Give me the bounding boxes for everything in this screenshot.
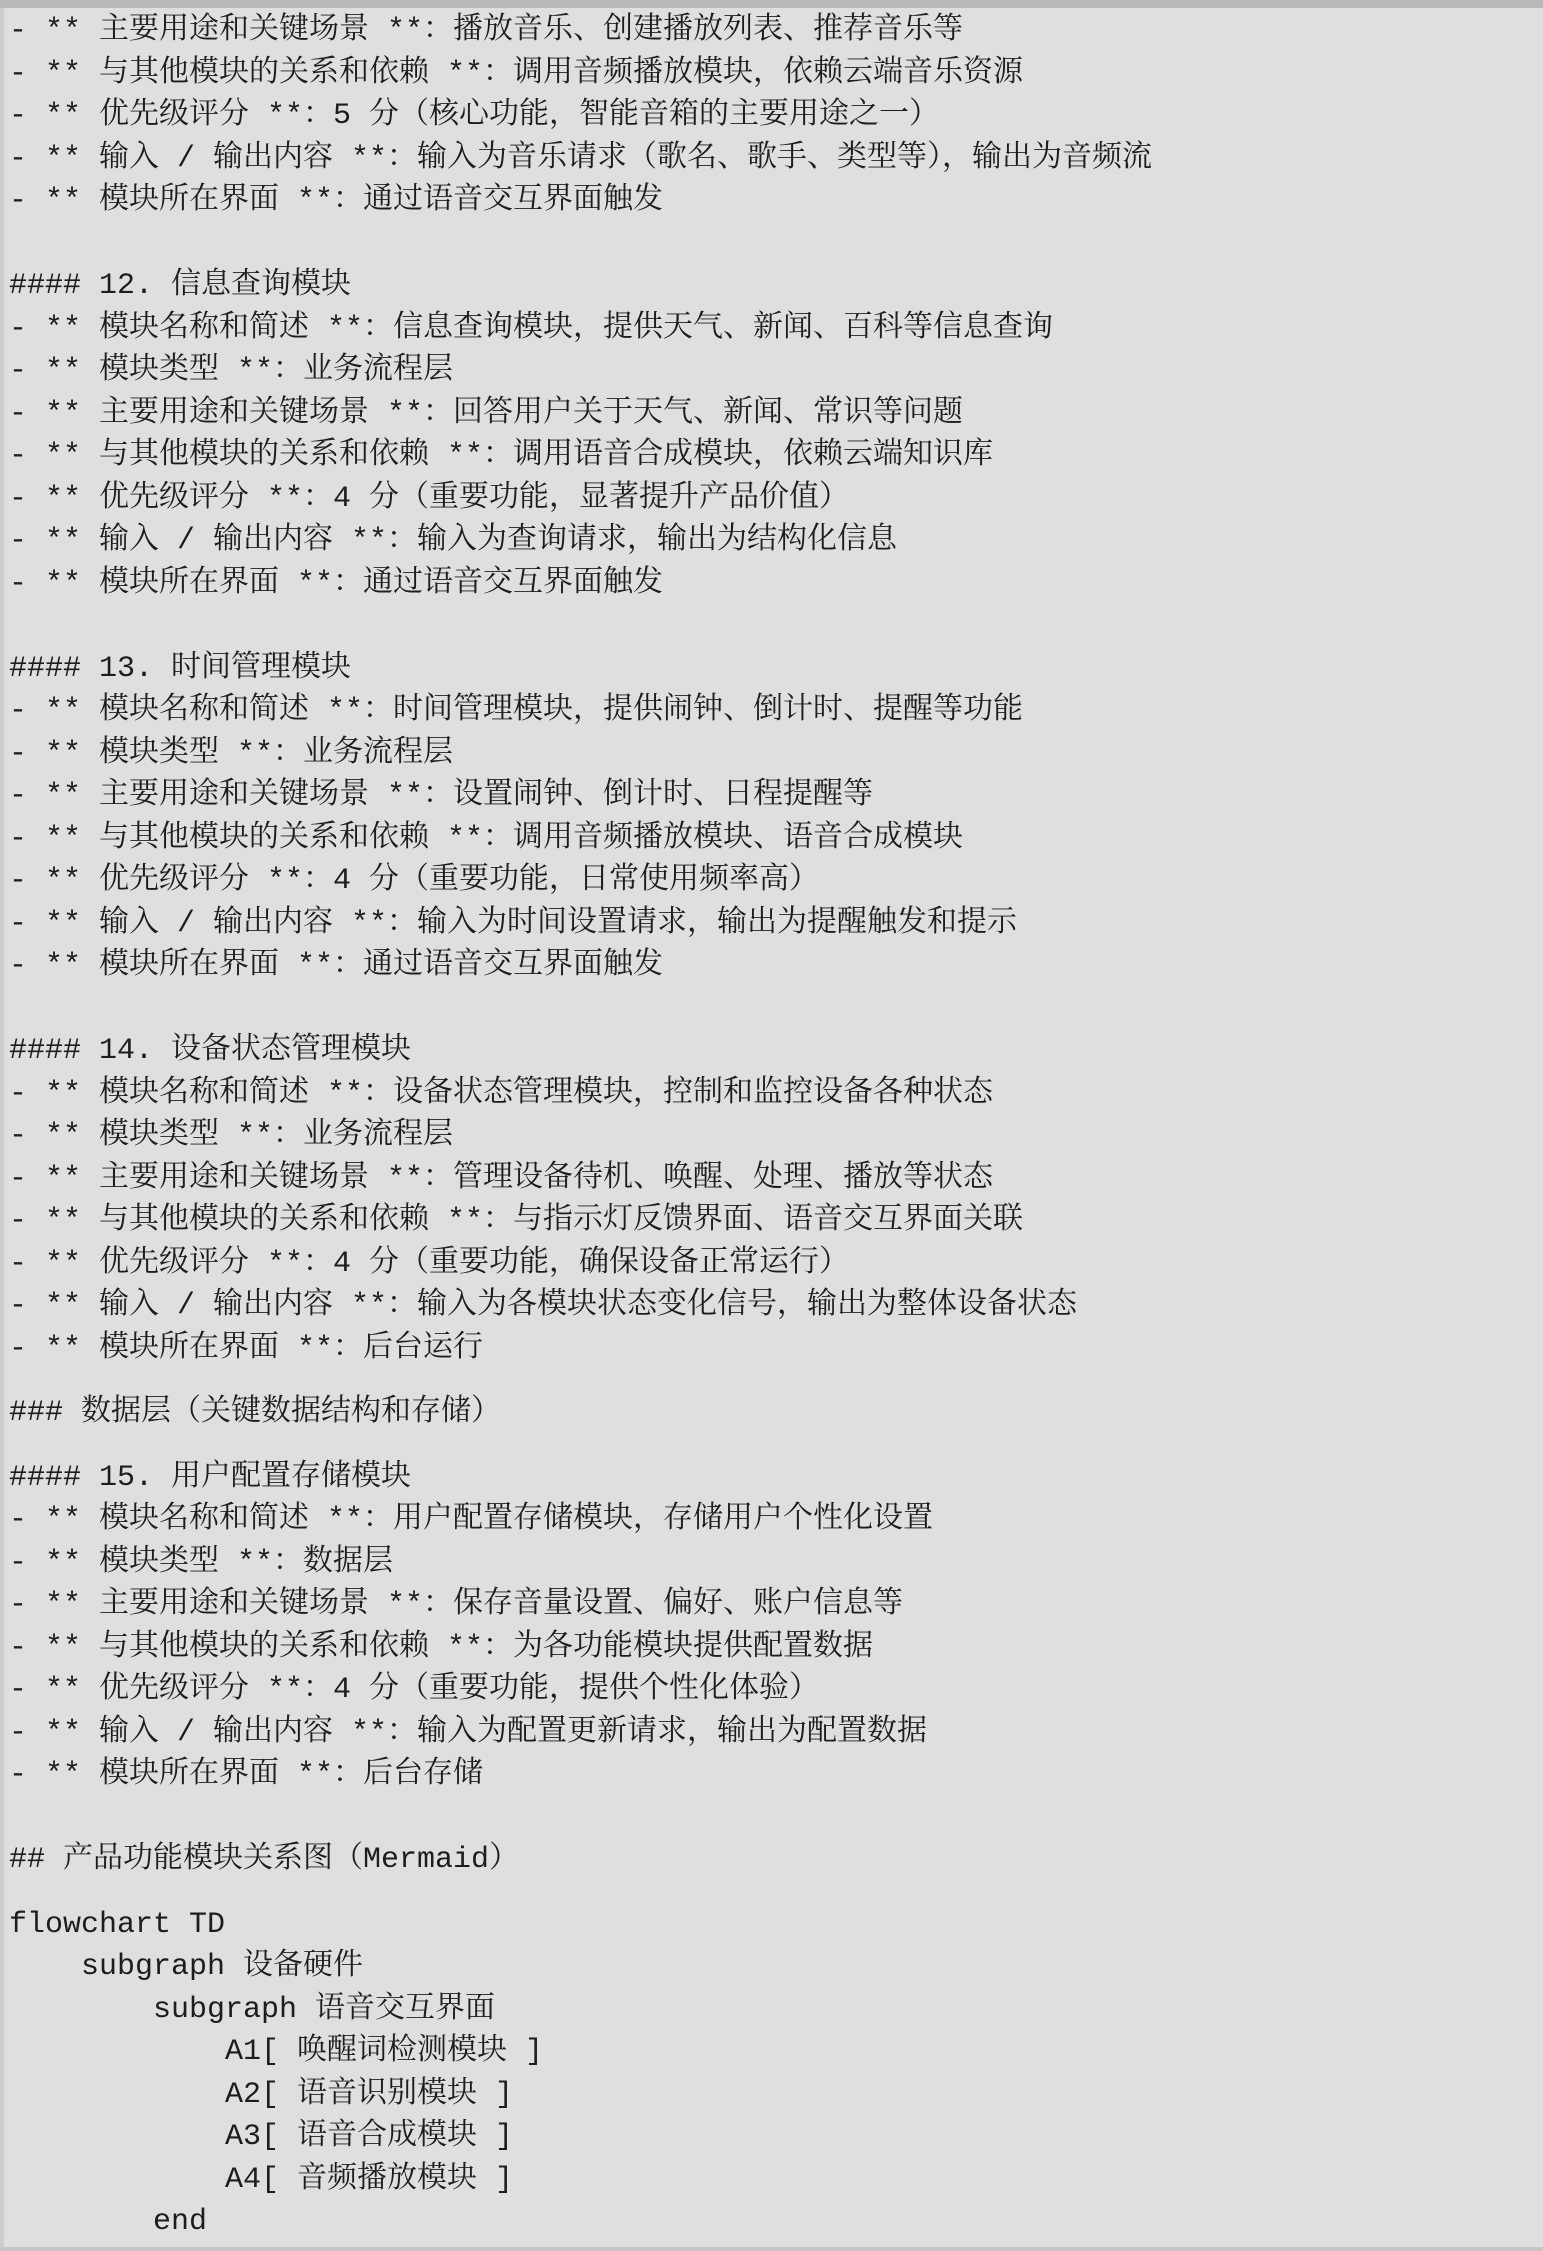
doc-text-line: - ** 输入 / 输出内容 **：输入为查询请求，输出为结构化信息 bbox=[9, 524, 898, 558]
doc-text-line: - ** 输入 / 输出内容 **：输入为配置更新请求，输出为配置数据 bbox=[9, 1715, 928, 1750]
doc-text-line: - ** 主要用途和关键场景 **：回答用户关于天气、新闻、常识等问题 bbox=[9, 396, 964, 431]
doc-text-line: - ** 输入 / 输出内容 **：输入为音乐请求（歌名、歌手、类型等），输出为音频流 bbox=[9, 141, 1153, 176]
markdown-document-body bbox=[9, 10, 1543, 2244]
doc-blank-line bbox=[9, 1370, 1543, 1392]
doc-text-line: - ** 模块名称和简述 **：设备状态管理模块，控制和监控设备各种状态 bbox=[9, 1076, 994, 1111]
doc-text-line: - ** 输入 / 输出内容 **：输入为各模块状态变化信号，输出为整体设备状态 bbox=[9, 1289, 1078, 1323]
doc-text-line: - ** 主要用途和关键场景 **：管理设备待机、唤醒、处理、播放等状态 bbox=[9, 1161, 994, 1196]
page-edge-bottom bbox=[0, 2247, 1543, 2251]
doc-blank-line bbox=[9, 1435, 1543, 1457]
doc-text-line: - ** 优先级评分 **：4 分（重要功能，日常使用频率高） bbox=[9, 864, 820, 898]
doc-text-line: - ** 模块所在界面 **：后台存储 bbox=[9, 1758, 484, 1792]
page-edge-top bbox=[0, 0, 1543, 8]
doc-text-line: - ** 模块所在界面 **：后台运行 bbox=[9, 1331, 484, 1366]
page-edge-left bbox=[0, 8, 4, 2251]
doc-text-line: - ** 模块名称和简述 **：信息查询模块，提供天气、新闻、百科等信息查询 bbox=[9, 311, 1054, 346]
doc-text-line: subgraph 语音交互界面 bbox=[9, 1992, 496, 2027]
doc-text-line: flowchart TD bbox=[9, 1907, 226, 1942]
doc-text-line: - ** 模块类型 **：数据层 bbox=[9, 1545, 394, 1580]
doc-text-line: - ** 与其他模块的关系和依赖 **：调用音频播放模块，依赖云端音乐资源 bbox=[9, 56, 1024, 91]
doc-blank-line bbox=[9, 1797, 1543, 1840]
doc-text-line: - ** 优先级评分 **：4 分（重要功能，确保设备正常运行） bbox=[9, 1246, 850, 1281]
doc-text-line: - ** 优先级评分 **：4 分（重要功能，显著提升产品价值） bbox=[9, 481, 850, 516]
doc-text-line: #### 14. 设备状态管理模块 bbox=[9, 1034, 412, 1068]
doc-blank-line bbox=[9, 605, 1543, 648]
doc-text-line: - ** 优先级评分 **：5 分（核心功能，智能音箱的主要用途之一） bbox=[9, 99, 940, 133]
doc-text-line: - ** 与其他模块的关系和依赖 **：调用音频播放模块、语音合成模块 bbox=[9, 821, 964, 856]
doc-text-line: - ** 与其他模块的关系和依赖 **：与指示灯反馈界面、语音交互界面关联 bbox=[9, 1204, 1024, 1238]
doc-text-line: ## 产品功能模块关系图（Mermaid） bbox=[9, 1843, 520, 1877]
doc-text-line: - ** 模块名称和简述 **：用户配置存储模块，存储用户个性化设置 bbox=[9, 1503, 934, 1537]
doc-text-line: - ** 模块名称和简述 **：时间管理模块，提供闹钟、倒计时、提醒等功能 bbox=[9, 694, 1024, 728]
doc-text-line: A3[ 语音合成模块 ] bbox=[9, 2120, 514, 2154]
doc-text-line: subgraph 设备硬件 bbox=[9, 1950, 364, 1984]
doc-text-line: - ** 模块类型 **：业务流程层 bbox=[9, 736, 454, 771]
doc-blank-line bbox=[9, 223, 1543, 266]
doc-text-line: - ** 与其他模块的关系和依赖 **：为各功能模块提供配置数据 bbox=[9, 1630, 874, 1665]
doc-text-line: - ** 主要用途和关键场景 **：播放音乐、创建播放列表、推荐音乐等 bbox=[9, 14, 964, 48]
doc-text-line: - ** 主要用途和关键场景 **：保存音量设置、偏好、账户信息等 bbox=[9, 1588, 904, 1622]
doc-text-line: - ** 主要用途和关键场景 **：设置闹钟、倒计时、日程提醒等 bbox=[9, 779, 874, 813]
doc-text-line: - ** 与其他模块的关系和依赖 **：调用语音合成模块，依赖云端知识库 bbox=[9, 439, 994, 473]
doc-text-line: #### 15. 用户配置存储模块 bbox=[9, 1460, 412, 1495]
doc-text-line: - ** 输入 / 输出内容 **：输入为时间设置请求，输出为提醒触发和提示 bbox=[9, 906, 1018, 941]
doc-blank-line bbox=[9, 988, 1543, 1031]
doc-text-line: A2[ 语音识别模块 ] bbox=[9, 2077, 514, 2112]
doc-text-line: ### 数据层（关键数据结构和存储） bbox=[9, 1396, 502, 1430]
doc-text-line: - ** 模块类型 **：业务流程层 bbox=[9, 1119, 454, 1153]
doc-text-line: A1[ 唤醒词检测模块 ] bbox=[9, 2035, 544, 2069]
doc-text-line: A4[ 音频播放模块 ] bbox=[9, 2162, 514, 2197]
doc-blank-line bbox=[9, 1882, 1543, 1904]
doc-text-line: end bbox=[9, 2205, 208, 2239]
doc-text-line: #### 12. 信息查询模块 bbox=[9, 269, 352, 303]
doc-text-line: - ** 模块所在界面 **：通过语音交互界面触发 bbox=[9, 566, 664, 601]
doc-text-line: #### 13. 时间管理模块 bbox=[9, 651, 352, 686]
doc-text-line: - ** 优先级评分 **：4 分（重要功能，提供个性化体验） bbox=[9, 1673, 820, 1707]
doc-text-line: - ** 模块类型 **：业务流程层 bbox=[9, 354, 454, 388]
doc-text-line: - ** 模块所在界面 **：通过语音交互界面触发 bbox=[9, 184, 664, 218]
doc-text-line: - ** 模块所在界面 **：通过语音交互界面触发 bbox=[9, 949, 664, 983]
